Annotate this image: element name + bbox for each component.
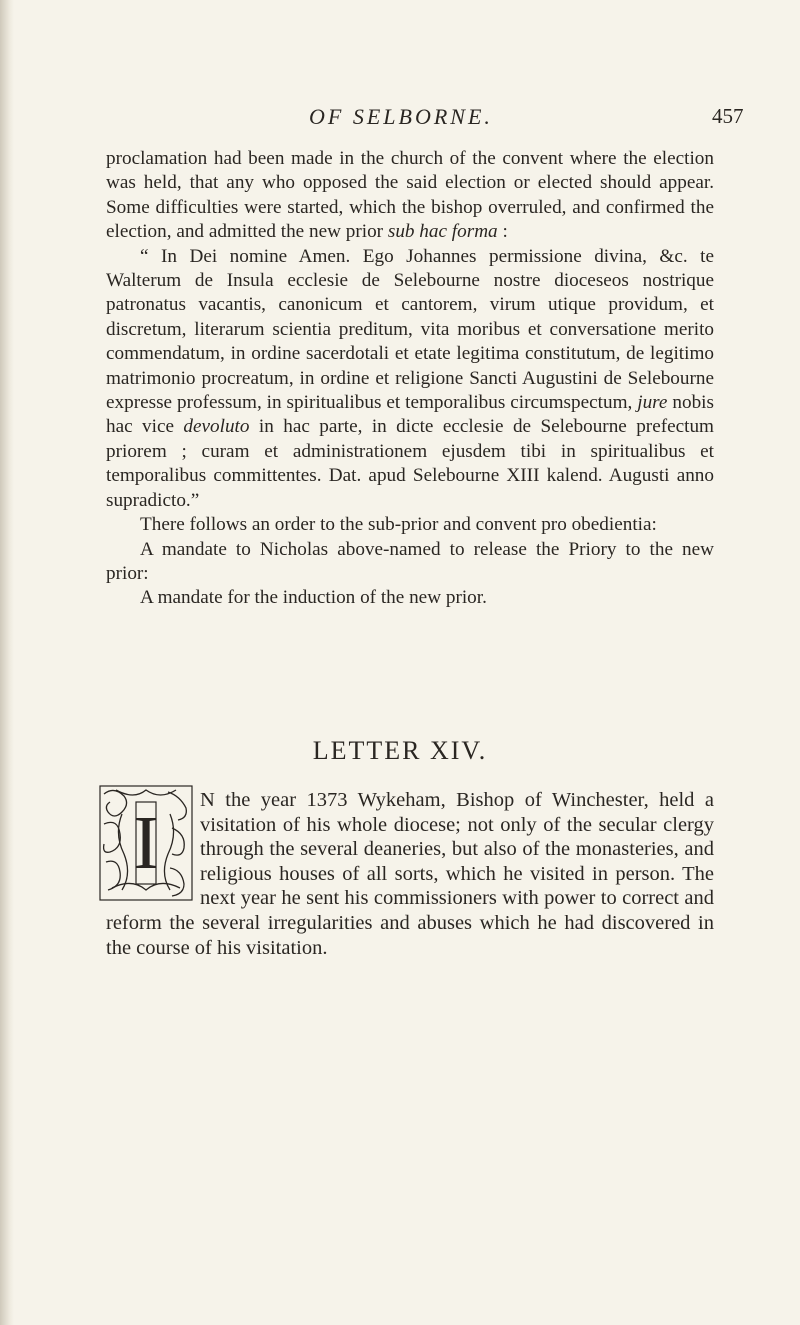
italic-phrase: sub hac forma (387, 221, 498, 243)
letter-body (106, 788, 714, 960)
page-number: 457 (712, 104, 744, 128)
text-run: in hac parte, in dicte ecclesie de Selebourne prefectum priorem ; curam et administrationem ejusdem tibi in spiritualibus et temporalibus committentes. Dat. apud Selebourne XIII kalend. Augusti anno supradicto.” (106, 416, 714, 511)
paragraph-mandate-induction (106, 586, 714, 610)
text-run: A mandate for the induction of the new prior. (140, 587, 487, 609)
decorative-initial-i-icon (98, 784, 194, 902)
italic-phrase: devoluto (183, 416, 250, 438)
initial-letter: I (133, 801, 159, 885)
page-gutter-shadow (0, 0, 14, 1325)
paragraph-proclamation (106, 147, 714, 245)
running-head: OF SELBORNE. (309, 104, 493, 129)
paragraph-mandate-release (106, 538, 714, 587)
paragraph-latin-decree (106, 245, 714, 513)
text-run: “ In Dei nomine Amen. Ego Johannes permissione divina, &c. te Walterum de Insula ecclesie de Selebourne nostre dioceseos nostrique patronatus vacantis, canonicum et cantorem, virum utique providum, et discretum, literarum scientia preditum, vita moribus et conversatione merito commendatum, in ordine sacerdotali et etate legitima constitutum, de legitimo matrimonio procreatum, in ordine et religione Sancti Augustini de Selebourne expresse professum, in spiritualibus et temporalibus circumspectum, (106, 245, 714, 414)
letter-text: N the year 1373 Wykeham, Bishop of Winchester, held a visitation of his whole diocese; not only of the secular clergy through the several deaneries, but also of the monasteries, and religious houses of all sorts, which he visited in person. The next year he sent his commissioners with power to correct and reform the several irregularities and abuses which he had discovered in the course of his visitation. (106, 789, 714, 959)
body-text (106, 147, 714, 611)
text-run: proclamation had been made in the church of the convent where the election was held, that any who opposed the said election or elected should appear. Some difficulties were started, which the bishop overruled, and confirmed the election, and admitted the new prior (106, 148, 714, 243)
text-run: : (497, 221, 508, 243)
italic-phrase: jure (637, 392, 668, 414)
paragraph-order-obedientia (106, 513, 714, 537)
text-run: There follows an order to the sub-prior and convent pro obedientia: (140, 514, 657, 536)
text-run: nobis hac vice (106, 392, 714, 438)
letter-heading: LETTER XIV. (312, 736, 488, 765)
text-run: A mandate to Nicholas above-named to release the Priory to the new prior: (106, 538, 714, 584)
